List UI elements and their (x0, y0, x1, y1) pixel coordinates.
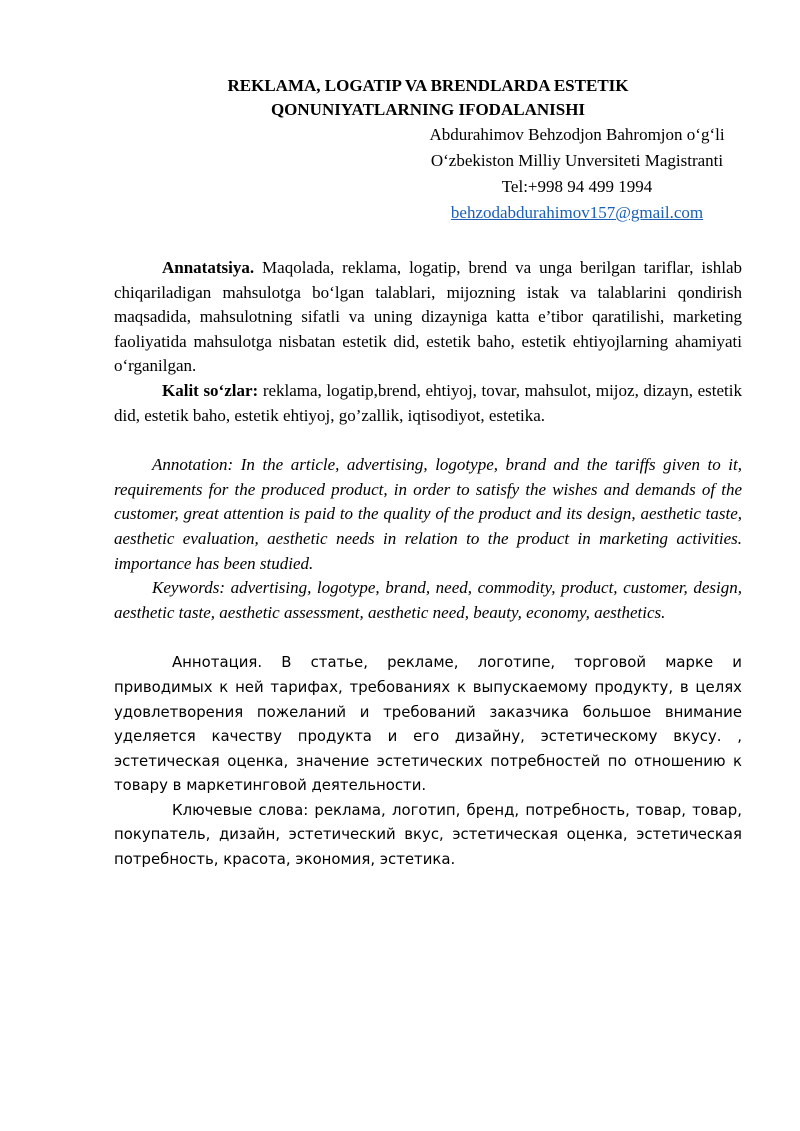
uz-abstract (114, 256, 742, 379)
author-name: Abdurahimov Behzodjon Bahromjon o‘g‘li (429, 125, 725, 144)
paper-title-line-2: QONUNIYATLARNING IFODALANISHI (270, 100, 586, 119)
uz-abstract-text: Maqolada, reklama, logatip, brend va unga berilgan tariflar, ishlab chiqariladigan mahsulotga bo‘lgan talablari, mijozning istak va talablarini qondirish maqsadida, mahsulotning sifatli va uning dizayniga katta e’tibor qaratilishi, marketing faoliyatida mahsulotga nisbatan estetik did, estetik baho, estetik ehtiyojlarning ahamiyati o‘rganilgan. (114, 258, 742, 376)
uz-keywords-text: reklama, logatip,brend, ehtiyoj, tovar, mahsulot, mijoz, dizayn, estetik did, estetik baho, estetik ehtiyoj, go’zallik, iqtisodiyot, estetika. (114, 380, 742, 425)
author-email-link[interactable]: behzodabdurahimov157@gmail.com (450, 203, 704, 222)
paper-page (114, 74, 742, 872)
uz-keywords (114, 379, 742, 428)
paper-title (114, 74, 742, 122)
ru-keywords: Ключевые слова: реклама, логотип, бренд, потребность, товар, товар, покупатель, дизайн, эстетический вкус, эстетическая оценка, эстетическая потребность, красота, экономия, эстетика. (114, 800, 742, 869)
author-block (412, 122, 742, 226)
en-abstract: Annotation: In the article, advertising, logotype, brand and the tariffs given to it, requirements for the produced product, in order to satisfy the wishes and demands of the customer, great attention is paid to the quality of the product and its design, aesthetic taste, aesthetic evaluation, aesthetic needs in relation to the product in marketing activities. importance has been studied. (114, 455, 742, 573)
ru-abstract: Аннотация. В статье, рекламе, логотипе, торговой марке и приводимых к ней тарифах, требованиях к выпускаемому продукту, в целях удовлетворения пожеланий и требований заказчика большое внимание уделяется качеству продукта и его дизайну, эстетическому вкусу. , эстетическая оценка, значение эстетических потребностей по отношению к товару в маркетинговой деятельности. (114, 653, 742, 795)
uz-abstract-label: Annatatsiya. (162, 258, 255, 277)
paper-title-line-1: REKLAMA, LOGATIP VA BRENDLARDA ESTETIK (227, 76, 629, 95)
author-phone: Tel:+998 94 499 1994 (501, 177, 653, 196)
en-keywords: Keywords: advertising, logotype, brand, need, commodity, product, customer, design, aesthetic taste, aesthetic assessment, aesthetic need, beauty, economy, aesthetics. (114, 578, 742, 622)
uz-keywords-label: Kalit so‘zlar: (162, 380, 259, 400)
author-affiliation: O‘zbekiston Milliy Unversiteti Magistranti (430, 151, 724, 170)
